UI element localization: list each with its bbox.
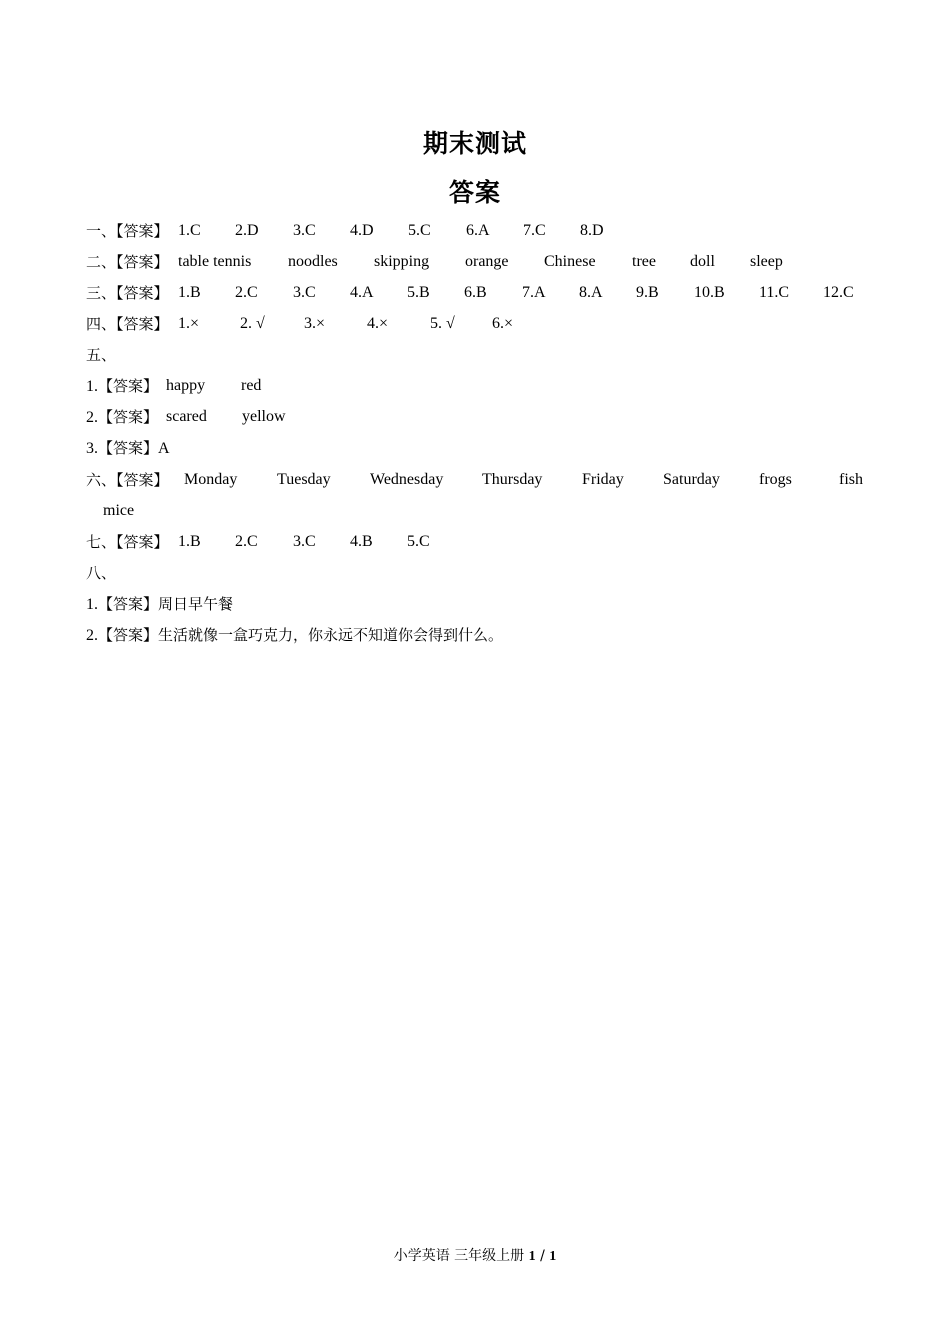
section-6-continued	[103, 499, 134, 523]
answer-item: Tuesday	[277, 471, 331, 488]
answer-item: sleep	[750, 253, 783, 270]
section-7	[86, 530, 430, 554]
page-subtitle: 答案	[448, 178, 501, 207]
answer-item: mice	[103, 502, 135, 519]
answer-item: 9.B	[636, 284, 659, 301]
answer-item: 2. √	[240, 315, 265, 332]
answer-item: 6.×	[492, 315, 514, 332]
answer-item: 8.D	[580, 222, 604, 239]
answer-item: A	[158, 440, 170, 457]
answer-item: 5.C	[407, 533, 430, 550]
answer-item: tree	[632, 253, 656, 270]
answer-item: table tennis	[178, 253, 252, 270]
answer-item: 5.C	[408, 222, 431, 239]
section-8-label: 八、	[86, 564, 117, 582]
answer-item: fish	[839, 471, 863, 488]
answer-item: 7.C	[523, 222, 546, 239]
answer-item: 6.B	[464, 284, 487, 301]
section-4-label: 四、【答案】	[86, 315, 169, 333]
answer-item: yellow	[242, 408, 286, 425]
answer-text: 生活就像一盒巧克力，你永远不知道你会得到什么。	[158, 626, 504, 644]
answer-item: 4.A	[350, 284, 374, 301]
section-8-question-1	[86, 592, 233, 616]
section-6	[86, 468, 863, 492]
section-6-label: 六、【答案】	[86, 471, 169, 489]
page-title: 期末测试	[422, 129, 527, 158]
answer-item: Chinese	[544, 253, 596, 270]
question-number: 1.	[86, 596, 98, 613]
answer-item: 11.C	[759, 284, 790, 301]
answer-label: 【答案】	[98, 377, 159, 395]
answer-item: 3.C	[293, 222, 316, 239]
section-3-label: 三、【答案】	[86, 284, 169, 302]
section-5-question-2	[86, 405, 286, 429]
answer-item: Saturday	[663, 471, 720, 488]
question-number: 1.	[86, 378, 98, 395]
section-5-question-3	[86, 436, 170, 460]
answer-item: 1.B	[178, 284, 201, 301]
answer-item: 10.B	[694, 284, 725, 301]
answer-item: 4.B	[350, 533, 373, 550]
answer-item: 1.B	[178, 533, 201, 550]
answer-item: 2.C	[235, 533, 258, 550]
answer-item: 7.A	[522, 284, 546, 301]
footer-text: 小学英语 三年级上册	[393, 1248, 525, 1264]
answer-item: 4.D	[350, 222, 374, 239]
section-3	[86, 281, 854, 305]
answer-label: 【答案】	[98, 595, 159, 613]
answer-item: orange	[465, 253, 509, 270]
section-8-question-2	[86, 623, 503, 647]
section-8	[86, 561, 116, 585]
answer-item: Wednesday	[370, 471, 444, 488]
section-5	[86, 343, 116, 367]
answer-item: frogs	[759, 471, 792, 488]
section-2	[86, 250, 783, 274]
answer-item: 5. √	[430, 315, 455, 332]
answer-label: 【答案】	[98, 626, 159, 644]
answer-item: red	[241, 377, 262, 394]
question-number: 2.	[86, 627, 98, 644]
answer-item: 1.×	[178, 315, 200, 332]
section-1	[86, 219, 604, 243]
page-footer	[0, 1245, 950, 1265]
answer-item: 8.A	[579, 284, 603, 301]
answer-text: 周日早午餐	[158, 595, 234, 613]
section-7-label: 七、【答案】	[86, 533, 169, 551]
section-5-question-1	[86, 374, 262, 398]
answer-item: 4.×	[367, 315, 389, 332]
answer-item: Monday	[184, 471, 238, 488]
answer-item: 12.C	[823, 284, 854, 301]
section-2-label: 二、【答案】	[86, 253, 169, 271]
answer-label: 【答案】	[98, 439, 159, 457]
answer-item: scared	[166, 408, 207, 425]
section-4	[86, 312, 514, 336]
question-number: 2.	[86, 409, 98, 426]
answer-item: noodles	[288, 253, 338, 270]
answer-item: 1.C	[178, 222, 201, 239]
page-number: 1	[528, 1249, 536, 1264]
page-total: 1	[549, 1249, 557, 1264]
answer-item: 6.A	[466, 222, 490, 239]
answer-item: doll	[690, 253, 715, 270]
answer-item: 3.C	[293, 533, 316, 550]
answer-item: skipping	[374, 253, 430, 270]
answer-item: Friday	[582, 471, 624, 488]
answer-item: happy	[166, 377, 206, 394]
answer-item: 2.C	[235, 284, 258, 301]
answer-item: 3.×	[304, 315, 326, 332]
section-1-label: 一、【答案】	[86, 222, 169, 240]
answer-item: 5.B	[407, 284, 430, 301]
question-number: 3.	[86, 440, 98, 457]
page-separator: /	[540, 1248, 545, 1264]
answer-item: 3.C	[293, 284, 316, 301]
answer-item: 2.D	[235, 222, 259, 239]
answer-item: Thursday	[482, 471, 543, 488]
section-5-label: 五、	[86, 346, 117, 364]
answer-label: 【答案】	[98, 408, 159, 426]
